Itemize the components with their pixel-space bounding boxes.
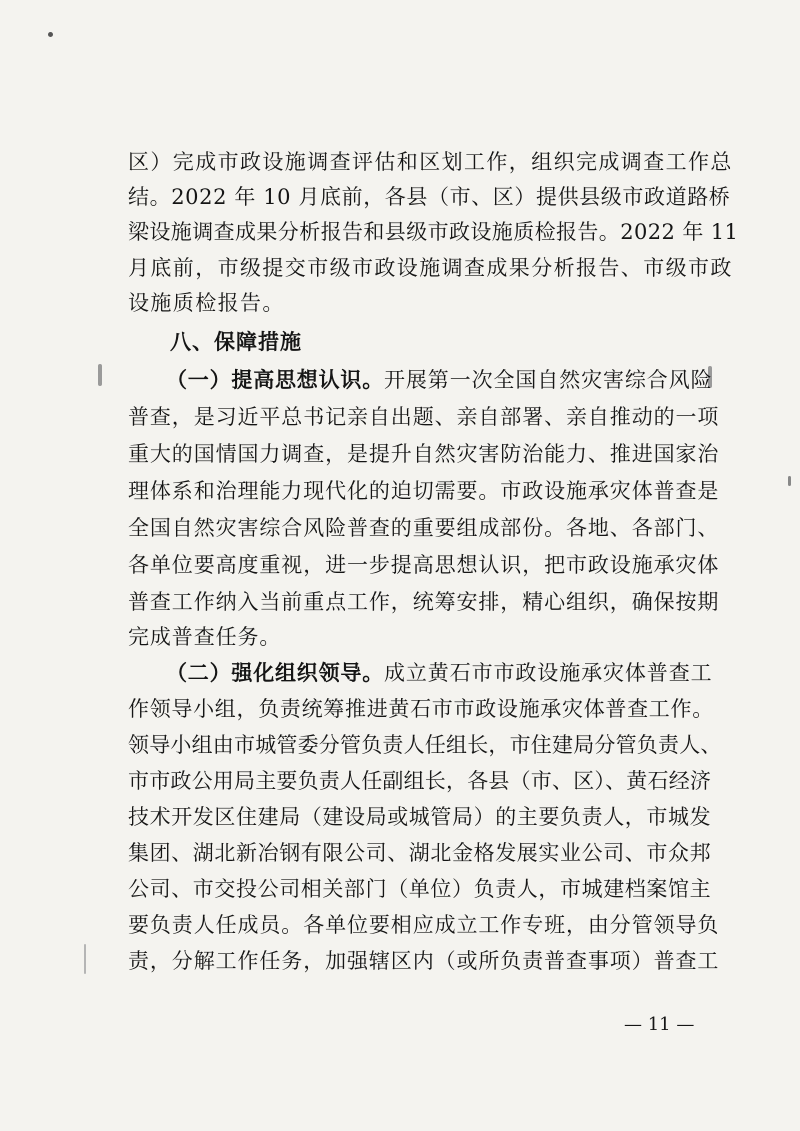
text-line xyxy=(0,177,800,217)
text-line-content: 普查工作纳入当前重点工作，统筹安排，精心组织，确保按期 xyxy=(128,590,720,614)
text-line-content: 开展第一次全国自然灾害综合风险 xyxy=(384,368,713,392)
paragraph-first-line xyxy=(0,653,800,693)
text-line-content: 成立黄石市市政设施承灾体普查工 xyxy=(384,661,713,685)
text-line-content: 责，分解工作任务，加强辖区内（或所负责普查事项）普查工 xyxy=(128,949,720,973)
text-line-content: 技术开发区住建局（建设局或城管局）的主要负责人，市城发 xyxy=(128,805,712,829)
paragraph-first-line xyxy=(0,360,800,400)
text-line xyxy=(0,434,800,474)
text-line xyxy=(0,212,800,252)
text-line xyxy=(0,761,800,801)
text-line xyxy=(0,582,800,622)
text-line-content: 重大的国情国力调查，是提升自然灾害防治能力、推进国家治 xyxy=(128,442,720,466)
section-heading xyxy=(0,322,800,362)
text-line-content: 完成普查任务。 xyxy=(128,625,282,649)
text-line xyxy=(0,725,800,765)
text-line-content: 公司、市交投公司相关部门（单位）负责人，市城建档案馆主 xyxy=(128,877,712,901)
text-line-content: 结。2022 年 10 月底前，各县（市、区）提供县级市政道路桥 xyxy=(128,185,731,209)
text-line xyxy=(0,941,800,981)
text-line-content: 区）完成市政设施调查评估和区划工作，组织完成调查工作总 xyxy=(128,150,733,174)
text-line xyxy=(0,617,800,657)
text-line-content: 理体系和治理能力现代化的迫切需要。市政设施承灾体普查是 xyxy=(128,479,720,503)
text-line xyxy=(0,797,800,837)
text-line xyxy=(0,283,800,323)
text-line xyxy=(0,471,800,511)
paragraph-heading: （二）强化组织领导。 xyxy=(166,660,384,685)
text-line xyxy=(0,545,800,585)
text-line-content: 普查，是习近平总书记亲自出题、亲自部署、亲自推动的一项 xyxy=(128,405,720,429)
text-line xyxy=(0,397,800,437)
paragraph-heading: （一）提高思想认识。 xyxy=(166,367,384,392)
text-line xyxy=(0,508,800,548)
text-line xyxy=(0,833,800,873)
text-line xyxy=(0,142,800,182)
text-line xyxy=(0,905,800,945)
text-line-content: 作领导小组，负责统筹推进黄石市市政设施承灾体普查工作。 xyxy=(128,697,714,721)
text-line-content: 梁设施调查成果分析报告和县级市政设施质检报告。2022 年 11 xyxy=(128,220,739,244)
text-line-content: 设施质检报告。 xyxy=(128,291,285,315)
text-line-content: 市市政公用局主要负责人任副组长，各县（市、区）、黄石经济 xyxy=(128,769,712,793)
text-line-content: 要负责人任成员。各单位要相应成立工作专班，由分管领导负 xyxy=(128,913,720,937)
text-line xyxy=(0,869,800,909)
text-line xyxy=(0,248,800,288)
text-line-content: 集团、湖北新冶钢有限公司、湖北金格发展实业公司、市众邦 xyxy=(128,841,712,865)
text-line xyxy=(0,689,800,729)
text-line-content: 领导小组由市城管委分管负责人任组长，市住建局分管负责人、 xyxy=(128,733,722,757)
section-heading-text: 八、保障措施 xyxy=(170,329,302,354)
text-line-content: 各单位要高度重视，进一步提高思想认识，把市政设施承灾体 xyxy=(128,553,720,577)
text-line-content: 全国自然灾害综合风险普查的重要组成部份。各地、各部门、 xyxy=(128,516,720,540)
scan-mark xyxy=(48,32,53,37)
text-line-content: 月底前，市级提交市级市政设施调查成果分析报告、市级市政 xyxy=(128,256,733,280)
page-number: — 11 — xyxy=(624,1014,695,1035)
